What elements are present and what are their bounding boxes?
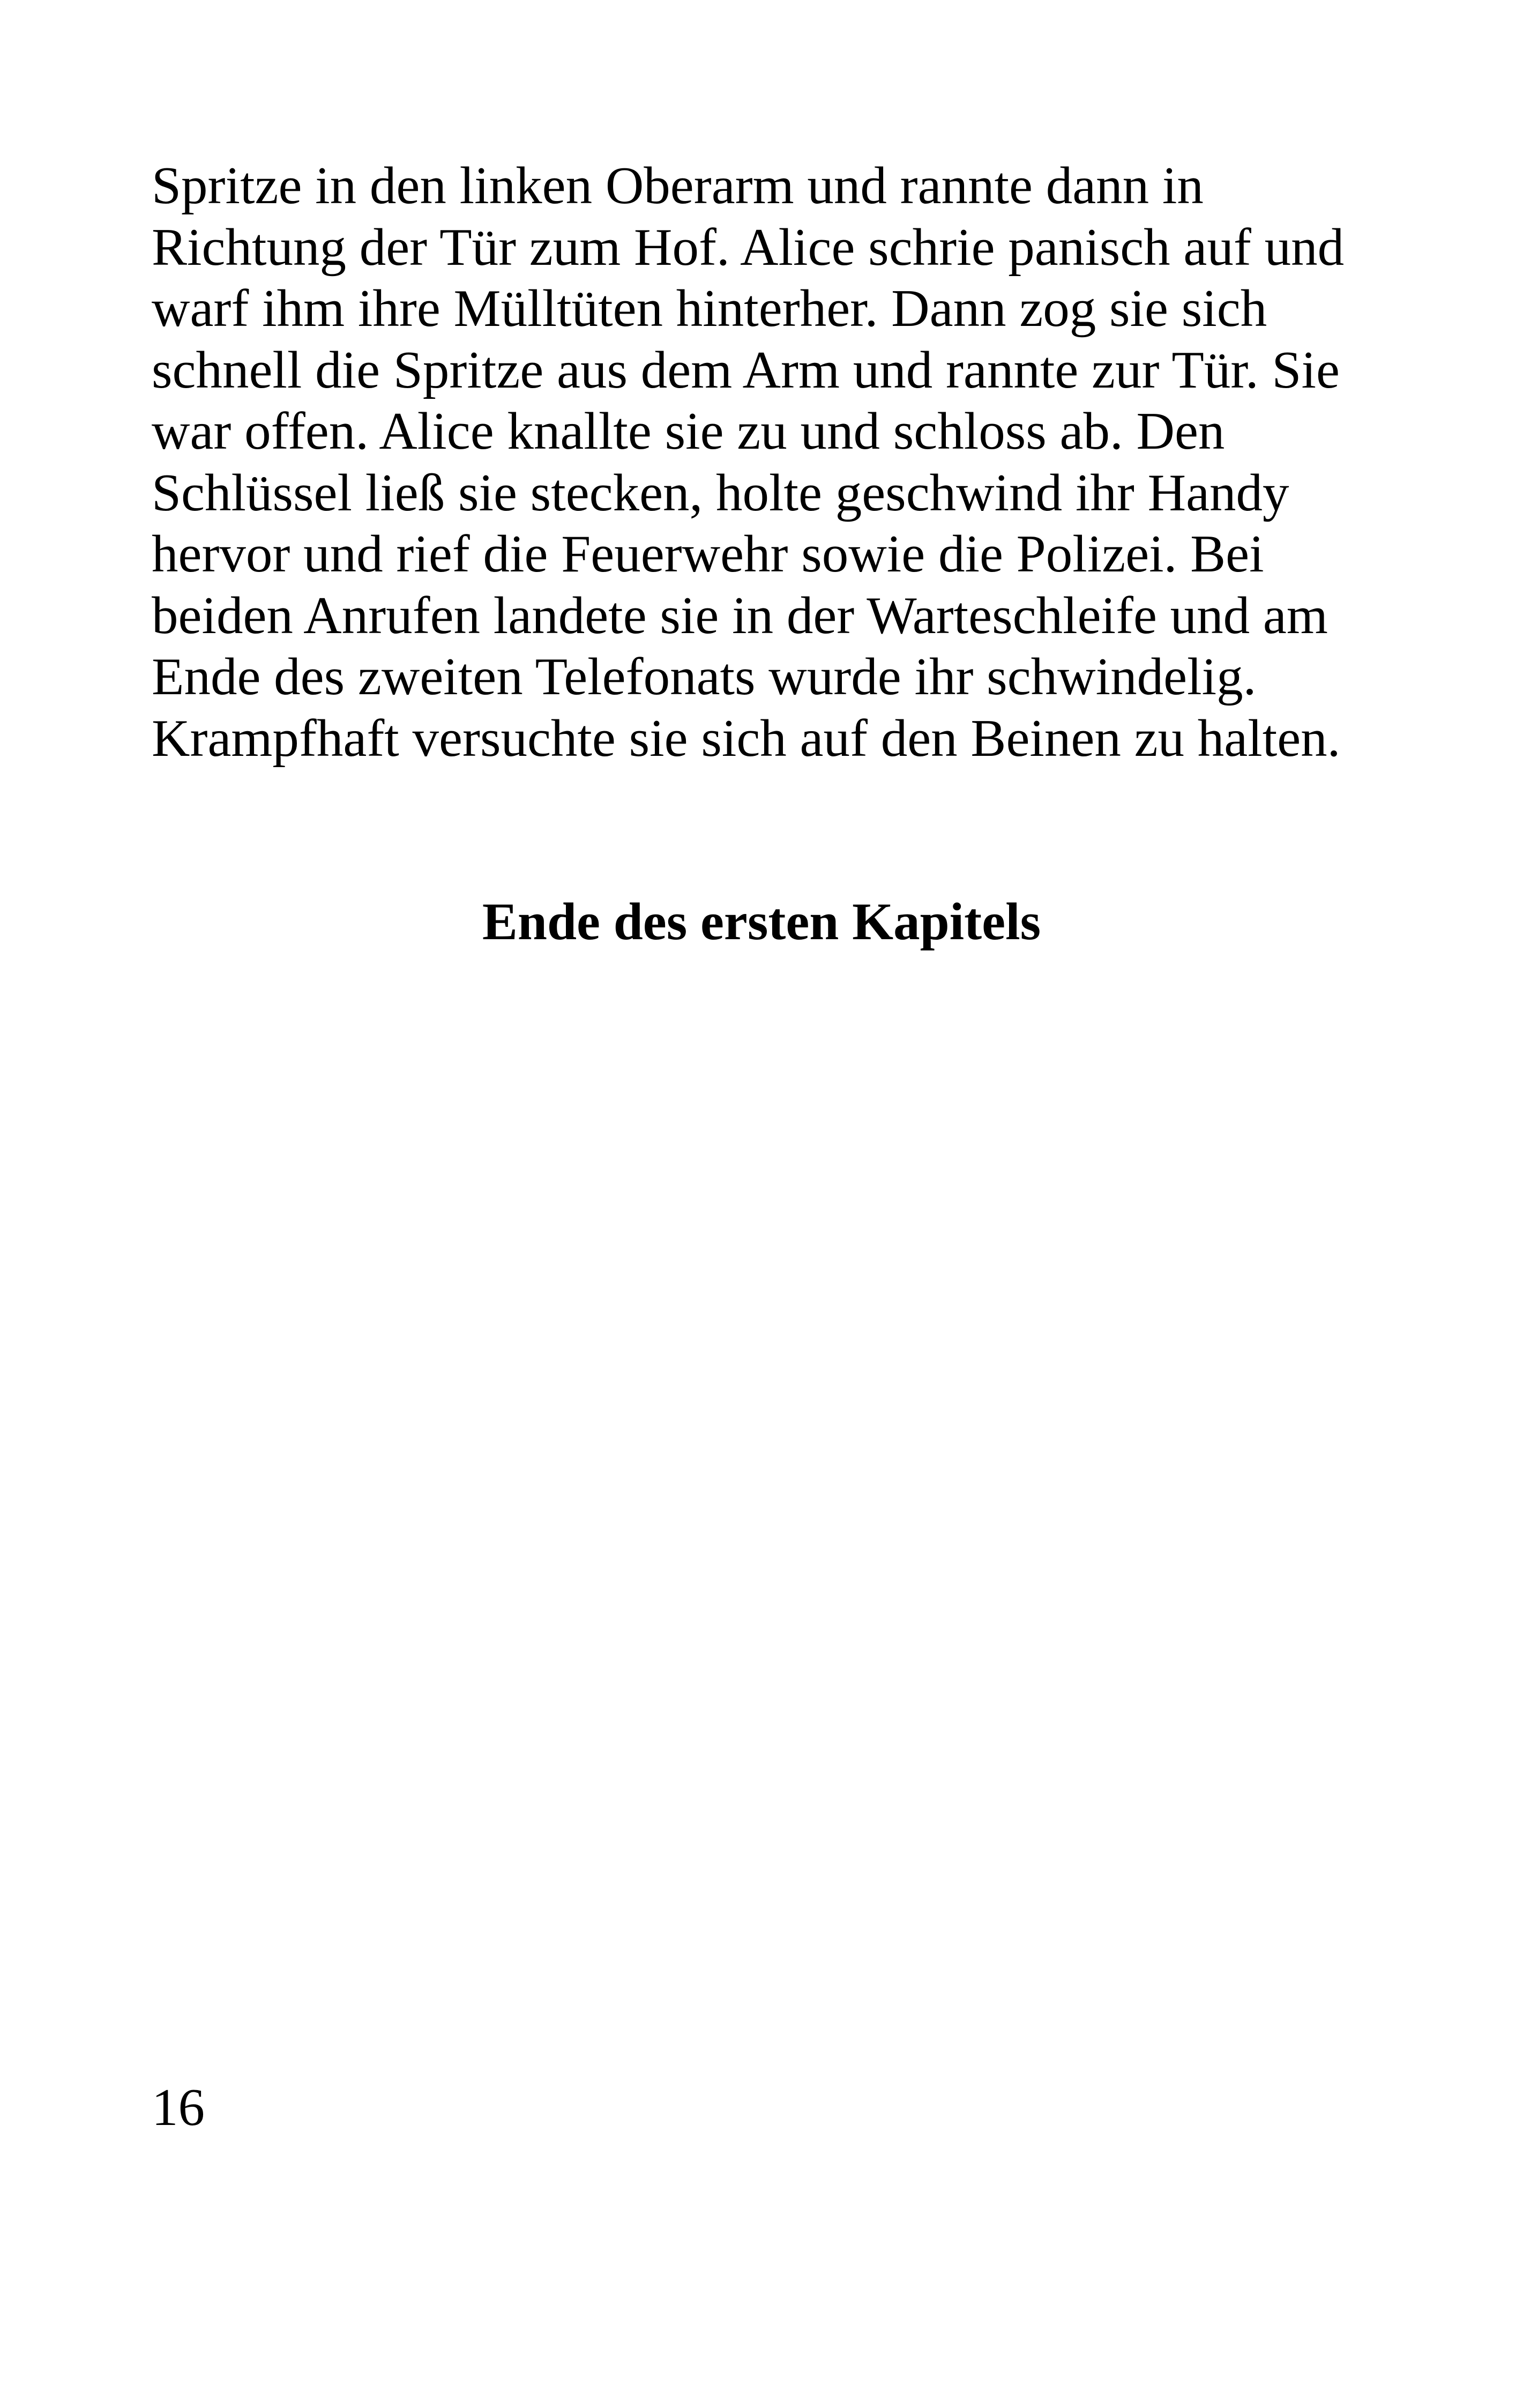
chapter-end-heading: Ende des ersten Kapitels: [482, 893, 1041, 951]
paragraph-line: warf ihm ihre Mülltüten hinterher. Dann zog sie sich: [152, 279, 1267, 338]
page-number: 16: [152, 2078, 205, 2137]
paragraph-line: schnell die Spritze aus dem Arm und rannte zur Tür. Sie: [152, 340, 1340, 399]
paragraph-line: Schlüssel ließ sie stecken, holte geschwind ihr Handy: [152, 463, 1289, 522]
paragraph-line: Ende des zweiten Telefonats wurde ihr schwindelig.: [152, 648, 1257, 706]
paragraph-line: Richtung der Tür zum Hof. Alice schrie panisch auf und: [152, 218, 1345, 277]
paragraph-line: Spritze in den linken Oberarm und rannte dann in: [152, 157, 1204, 215]
paragraph-line: Krampfhaft versuchte sie sich auf den Beinen zu halten.: [152, 709, 1341, 768]
paragraph-line: war offen. Alice knallte sie zu und schloss ab. Den: [152, 402, 1225, 460]
paragraph-line: hervor und rief die Feuerwehr sowie die Polizei. Bei: [152, 525, 1264, 583]
paragraph-line: beiden Anrufen landete sie in der Warteschleife und am: [152, 586, 1328, 645]
body-paragraph: [152, 155, 1384, 769]
